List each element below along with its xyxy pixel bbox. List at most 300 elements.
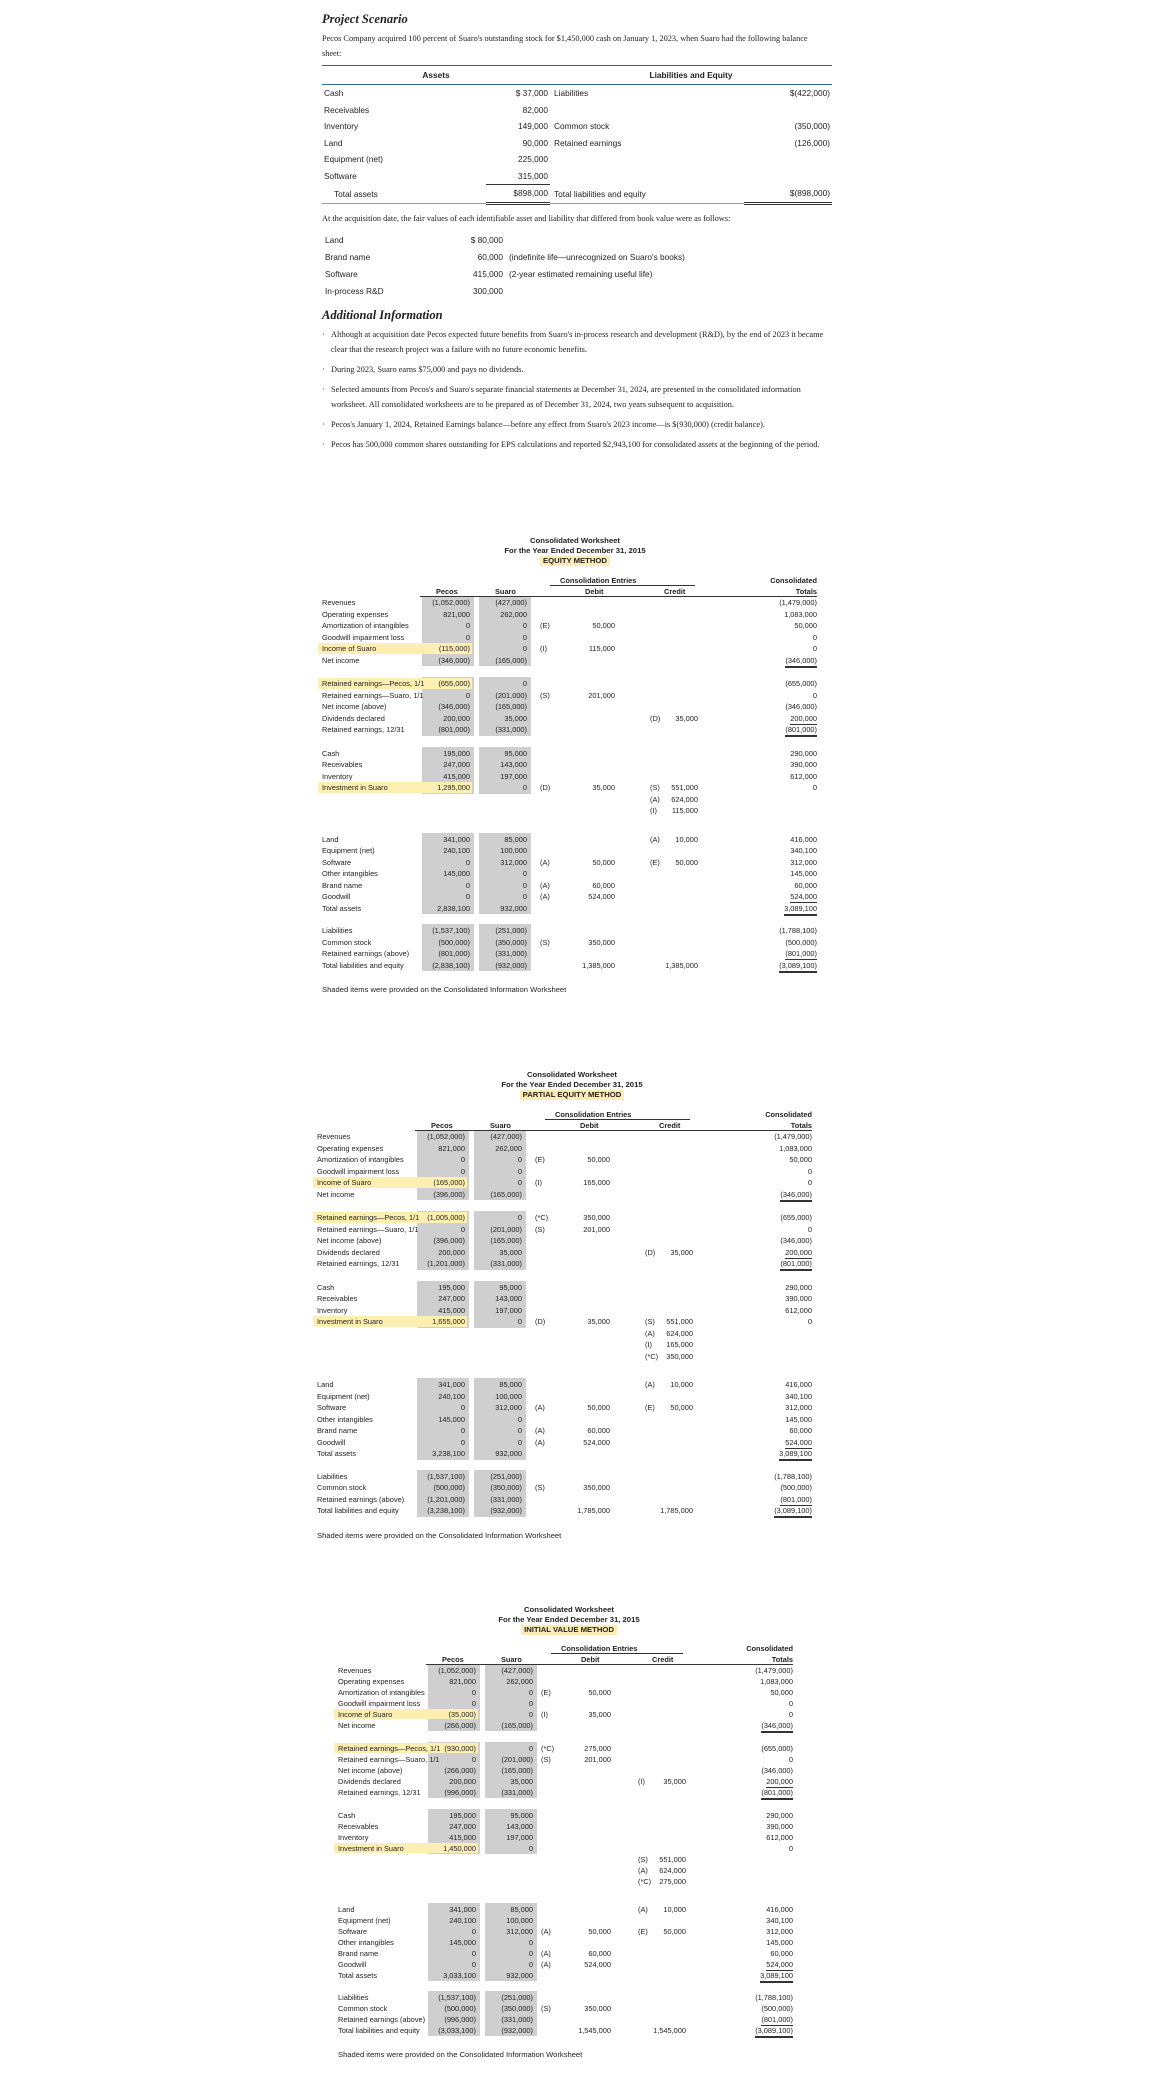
credit-value: 624,000 <box>659 1866 686 1875</box>
worksheet-row <box>312 597 838 608</box>
worksheet-row <box>307 1224 837 1235</box>
suaro-header: Suaro <box>490 1121 511 1130</box>
credit-value: 10,000 <box>670 1380 693 1389</box>
pecos-value: (2,838,100) <box>432 960 470 970</box>
credit-value: 350,000 <box>666 1351 693 1361</box>
suaro-value: 0 <box>522 880 527 890</box>
suaro-value: (165,000) <box>501 1721 533 1730</box>
row-label: Liabilities <box>338 1993 369 2002</box>
consolidated-total: (801,000) <box>761 2015 793 2024</box>
suaro-value: (165,000) <box>501 1766 533 1775</box>
credit-value: 551,000 <box>666 1317 693 1326</box>
debit-entry-key: (E) <box>540 621 550 630</box>
worksheet-row <box>328 1776 810 1787</box>
liability-label <box>550 102 744 119</box>
suaro-value: 312,000 <box>500 857 527 867</box>
consolidated-total: 60,000 <box>770 1949 793 1958</box>
suaro-value: 85,000 <box>504 834 527 844</box>
row-label: Equipment (net) <box>322 846 375 855</box>
row-label: Dividends declared <box>317 1247 380 1257</box>
liability-value <box>744 102 832 119</box>
worksheet-row <box>328 1937 810 1948</box>
pecos-value: 0 <box>471 1755 476 1764</box>
suaro-value: (331,000) <box>495 725 527 734</box>
worksheet-row <box>312 748 838 759</box>
row-label: Net income (above) <box>322 702 387 711</box>
pecos-value: 0 <box>465 632 470 642</box>
worksheet-row <box>312 834 838 845</box>
suaro-value: 95,000 <box>504 748 527 758</box>
pecos-value: (500,000) <box>438 937 470 947</box>
worksheet-method: EQUITY METHOD <box>540 556 610 566</box>
worksheet-row <box>312 713 838 724</box>
worksheet-row <box>312 937 838 948</box>
consolidated-total: 200,000 <box>785 1247 812 1257</box>
debit-entry-key: (A) <box>541 1960 551 1969</box>
worksheet-row <box>307 1437 837 1448</box>
consolidated-total: 340,100 <box>766 1916 793 1925</box>
credit-entry-key: (A) <box>650 794 660 804</box>
row-label: Liabilities <box>322 926 353 935</box>
suaro-value: 0 <box>522 869 527 878</box>
consolidated-total: 145,000 <box>790 869 817 878</box>
worksheet-row <box>328 1698 810 1709</box>
fair-value-row <box>322 266 688 283</box>
credit-entry-key: (E) <box>638 1927 648 1936</box>
row-label: Operating expenses <box>322 609 389 619</box>
worksheet-row <box>307 1189 837 1200</box>
worksheet-row <box>312 632 838 643</box>
debit-header: Debit <box>580 1121 599 1130</box>
row-label: Dividends declared <box>338 1777 401 1786</box>
debit-value: 524,000 <box>588 892 615 901</box>
fv-note <box>506 283 688 300</box>
suaro-value: (251,000) <box>490 1471 522 1481</box>
consolidated-total: (346,000) <box>761 1766 793 1775</box>
worksheet-row <box>307 1414 837 1425</box>
worksheet-row <box>307 1235 837 1246</box>
credit-entry-key: (A) <box>638 1905 648 1914</box>
pecos-value: (1,537,100) <box>427 1471 465 1481</box>
pecos-value: (801,000) <box>438 725 470 734</box>
row-label: Net income <box>338 1721 376 1730</box>
row-label: Software <box>322 857 352 867</box>
credit-header: Credit <box>659 1121 681 1130</box>
pecos-value: (115,000) <box>438 644 470 653</box>
suaro-value: 85,000 <box>499 1380 522 1389</box>
suaro-value: 197,000 <box>506 1833 533 1842</box>
credit-value: 35,000 <box>663 1777 686 1786</box>
row-label: Retained earnings, 12/31 <box>317 1259 400 1268</box>
row-label: Income of Suaro <box>338 1710 393 1719</box>
fv-value: 300,000 <box>473 286 503 296</box>
asset-label: Software <box>324 171 357 181</box>
consolidated-total: 60,000 <box>794 880 817 890</box>
suaro-value: 262,000 <box>506 1677 533 1686</box>
pecos-header: Pecos <box>442 1655 464 1664</box>
row-label: Revenues <box>317 1132 351 1141</box>
additional-info-item: · Pecos's January 1, 2024, Retained Earnings balance—before any effect from Suaro's 2023 income—is $(930,000) (credit balance). <box>322 417 826 432</box>
debit-value: 350,000 <box>583 1213 610 1222</box>
worksheet-row <box>312 620 838 631</box>
suaro-value: 0 <box>517 1213 522 1222</box>
row-label: Retained earnings (above) <box>338 2015 426 2024</box>
suaro-header: Suaro <box>501 1655 522 1664</box>
fair-value-intro: At the acquisition date, the fair values of each identifiable asset and liability that differed from book value were as follows: <box>322 213 731 223</box>
fv-label: Land <box>325 235 344 245</box>
debit-entry-key: (S) <box>540 937 550 947</box>
credit-entry-key: (*C) <box>638 1877 652 1886</box>
fv-label: Software <box>325 269 358 279</box>
pecos-value: (996,000) <box>444 1788 476 1797</box>
pecos-value: (996,000) <box>444 2015 476 2024</box>
debit-value: 35,000 <box>587 1317 610 1326</box>
balance-sheet-table <box>322 65 832 205</box>
worksheet-row <box>328 1854 810 1865</box>
consolidated-total: (346,000) <box>780 1189 812 1202</box>
row-label: Operating expenses <box>338 1677 405 1686</box>
asset-value: $ 37,000 <box>515 88 548 99</box>
worksheet-title: Consolidated Worksheet <box>530 536 620 545</box>
worksheet-row <box>328 1810 810 1821</box>
debit-value: 350,000 <box>588 937 615 947</box>
row-label: Cash <box>317 1282 335 1292</box>
suaro-value: (331,000) <box>490 1494 522 1504</box>
pecos-value: 145,000 <box>449 1938 476 1947</box>
credit-entry-key: (S) <box>645 1317 655 1326</box>
pecos-value: (396,000) <box>433 1236 465 1245</box>
debit-value: 50,000 <box>587 1155 610 1164</box>
fair-value-row <box>322 249 688 266</box>
consolidated-total: 290,000 <box>785 1282 812 1292</box>
suaro-value: (331,000) <box>495 949 527 958</box>
worksheet-row <box>328 1687 810 1698</box>
asset-value: $898,000 <box>486 185 550 204</box>
pecos-value: 0 <box>471 1688 476 1697</box>
worksheet-row <box>312 782 838 793</box>
consolidated-total: 0 <box>807 1178 812 1187</box>
shaded-items-note: Shaded items were provided on the Consolidated Information Worksheet <box>338 2050 583 2059</box>
row-label: Land <box>317 1380 334 1389</box>
row-label: Other intangibles <box>322 869 378 878</box>
suaro-value: (427,000) <box>490 1132 522 1141</box>
worksheet-row <box>328 1720 810 1731</box>
asset-value: 149,000 <box>518 121 548 132</box>
pecos-value: 195,000 <box>443 748 470 758</box>
pecos-value: (396,000) <box>433 1189 465 1199</box>
row-label: Goodwill impairment loss <box>322 632 405 642</box>
row-label: Amortization of intangibles <box>338 1688 425 1697</box>
worksheet-row <box>328 1865 810 1876</box>
worksheet-title-block <box>328 1605 810 1635</box>
worksheet-row <box>312 960 838 971</box>
liability-value: (350,000) <box>794 121 830 132</box>
suaro-value: (165,000) <box>490 1189 522 1199</box>
worksheet-row <box>328 1959 810 1970</box>
suaro-value: 100,000 <box>506 1916 533 1925</box>
suaro-value: 35,000 <box>504 713 527 723</box>
consolidated-total: 1,083,000 <box>760 1677 793 1686</box>
debit-value: 60,000 <box>587 1426 610 1435</box>
fv-value: 415,000 <box>473 269 503 279</box>
worksheet-row <box>312 903 838 914</box>
row-label: Total liabilities and equity <box>317 1506 399 1515</box>
suaro-value: (331,000) <box>501 1788 533 1797</box>
pecos-value: 0 <box>465 857 470 867</box>
asset-label: Receivables <box>324 104 370 115</box>
pecos-value: 0 <box>471 1699 476 1708</box>
shaded-items-note: Shaded items were provided on the Consolidated Information Worksheet <box>317 1530 562 1540</box>
debit-entry-key: (A) <box>535 1403 545 1412</box>
consolidated-total: (1,479,000) <box>755 1666 793 1675</box>
debit-entry-key: (D) <box>540 783 551 792</box>
suaro-value: (251,000) <box>495 926 527 935</box>
asset-label: Equipment (net) <box>324 154 384 165</box>
worksheet-title-block <box>307 1070 837 1100</box>
consolidated-total: (346,000) <box>785 655 817 668</box>
pecos-value: 0 <box>471 1960 476 1969</box>
suaro-value: 0 <box>528 1938 533 1947</box>
balance-sheet-row <box>322 168 832 185</box>
consolidated-total: 1,083,000 <box>784 609 817 619</box>
row-label: Land <box>322 834 339 844</box>
worksheet-row <box>307 1166 837 1177</box>
worksheet-row <box>312 678 838 689</box>
pecos-value: (655,000) <box>438 679 470 688</box>
worksheet-row <box>328 1676 810 1687</box>
consolidated-total: 340,100 <box>790 846 817 855</box>
worksheet-row <box>307 1494 837 1505</box>
credit-value: 50,000 <box>670 1403 693 1412</box>
consolidated-total: 145,000 <box>766 1938 793 1947</box>
liability-value: (126,000) <box>794 137 830 148</box>
debit-value: 350,000 <box>583 1483 610 1492</box>
debit-value: 60,000 <box>592 880 615 890</box>
consolidated-total: (655,000) <box>780 1213 812 1222</box>
pecos-value: 0 <box>471 1949 476 1958</box>
credit-value: 551,000 <box>659 1855 686 1864</box>
consolidated-total: (3,089,100) <box>755 2025 793 2038</box>
suaro-value: 0 <box>528 1844 533 1853</box>
worksheet-row <box>307 1305 837 1316</box>
balance-sheet-row <box>322 118 832 135</box>
consolidated-total: 612,000 <box>766 1833 793 1842</box>
entries-header: Consolidation Entries <box>561 1644 638 1653</box>
row-label: Inventory <box>322 771 353 781</box>
debit-entry-key: (I) <box>540 644 547 653</box>
worksheet-row <box>328 1754 810 1765</box>
pecos-value: 145,000 <box>443 869 470 878</box>
debit-value: 50,000 <box>587 1403 610 1412</box>
debit-header: Debit <box>581 1655 600 1664</box>
pecos-value: (1,052,000) <box>432 598 470 607</box>
worksheet-row <box>328 1787 810 1798</box>
pecos-value: (1,201,000) <box>427 1494 465 1504</box>
liability-label: Total liabilities and equity <box>554 188 646 199</box>
consolidated-total: (801,000) <box>780 1258 812 1271</box>
suaro-value: 0 <box>522 644 527 653</box>
worksheet-row <box>328 2014 810 2025</box>
worksheet-row <box>312 948 838 959</box>
worksheet-row <box>312 724 838 735</box>
row-label: Net income (above) <box>338 1766 403 1775</box>
suaro-value: (331,000) <box>501 2015 533 2024</box>
row-label: Common stock <box>317 1483 367 1492</box>
row-label: Receivables <box>338 1822 379 1831</box>
asset-label: Land <box>324 137 343 148</box>
asset-value: 90,000 <box>522 137 548 148</box>
row-label: Goodwill impairment loss <box>317 1166 400 1176</box>
totals-header: Totals <box>795 587 817 596</box>
pecos-value: 240,100 <box>443 846 470 855</box>
worksheet-method: INITIAL VALUE METHOD <box>521 1625 617 1635</box>
consolidated-total: 3,089,100 <box>760 1970 793 1983</box>
row-label: Cash <box>338 1811 356 1820</box>
worksheet-row <box>328 2003 810 2014</box>
debit-value: 1,385,000 <box>582 960 615 970</box>
credit-value: 275,000 <box>659 1877 686 1886</box>
suaro-value: 312,000 <box>495 1403 522 1412</box>
consolidated-total: 390,000 <box>785 1294 812 1303</box>
consolidated-total: 0 <box>807 1317 812 1326</box>
consolidated-total: (500,000) <box>780 1483 812 1492</box>
consolidated-header: Consolidated <box>765 1110 812 1119</box>
consolidated-total: 312,000 <box>766 1927 793 1936</box>
debit-value: 201,000 <box>588 690 615 700</box>
pecos-value: (266,000) <box>444 1766 476 1775</box>
pecos-value: 0 <box>465 690 470 700</box>
worksheet-row <box>312 857 838 868</box>
consolidated-total: (801,000) <box>785 949 817 958</box>
debit-entry-key: (S) <box>540 690 550 700</box>
row-label: Total assets <box>317 1449 357 1458</box>
pecos-value: (346,000) <box>438 702 470 711</box>
worksheet-row <box>312 891 838 902</box>
consolidated-total: (1,788,100) <box>774 1471 812 1481</box>
row-label: Brand name <box>317 1426 358 1435</box>
suaro-value: 932,000 <box>500 903 527 913</box>
worksheet-title: Consolidated Worksheet <box>524 1605 614 1614</box>
row-label: Investment in Suaro <box>322 783 388 792</box>
liability-value: $(898,000) <box>744 185 832 204</box>
consolidated-total: 0 <box>788 1699 793 1708</box>
suaro-value: 95,000 <box>499 1282 522 1292</box>
pecos-value: 247,000 <box>438 1294 465 1303</box>
worksheet-row <box>307 1379 837 1390</box>
worksheet-row <box>328 1970 810 1981</box>
debit-value: 60,000 <box>588 1949 611 1958</box>
pecos-header: Pecos <box>431 1121 453 1130</box>
worksheet-row <box>307 1154 837 1165</box>
worksheet-method-wrap <box>307 1090 837 1100</box>
worksheet-row <box>307 1391 837 1402</box>
suaro-value: 262,000 <box>495 1143 522 1153</box>
credit-entry-key: (E) <box>645 1403 655 1412</box>
suaro-value: 143,000 <box>495 1294 522 1303</box>
row-label: Inventory <box>317 1305 348 1315</box>
worksheet-row <box>307 1258 837 1269</box>
pecos-value: (1,537,100) <box>438 1993 476 2002</box>
consolidated-total: 312,000 <box>785 1403 812 1412</box>
consolidated-total: (1,479,000) <box>779 598 817 607</box>
pecos-value: 415,000 <box>438 1305 465 1315</box>
consolidated-total: 0 <box>788 1710 793 1719</box>
liability-label: Liabilities <box>554 88 589 99</box>
debit-value: 50,000 <box>588 1688 611 1697</box>
worksheet-row <box>307 1143 837 1154</box>
worksheet-method-wrap <box>328 1625 810 1635</box>
row-label: Retained earnings—Suaro, 1/1 <box>317 1224 419 1234</box>
suaro-value: (165,000) <box>495 655 527 665</box>
shaded-items-note: Shaded items were provided on the Consolidated Information Worksheet <box>322 985 567 994</box>
worksheet-row <box>307 1131 837 1142</box>
worksheet-row <box>307 1177 837 1188</box>
debit-value: 1,785,000 <box>577 1506 610 1515</box>
consolidated-total: 0 <box>807 1166 812 1176</box>
row-label: Investment in Suaro <box>317 1317 383 1326</box>
pecos-value: 415,000 <box>443 771 470 781</box>
row-label: Retained earnings—Pecos, 1/1 <box>322 679 425 688</box>
row-label: Retained earnings—Pecos, 1/1 <box>317 1213 420 1222</box>
worksheet-row <box>328 1843 810 1854</box>
row-label: Brand name <box>322 880 363 890</box>
pecos-value: 247,000 <box>443 760 470 769</box>
row-label: Total liabilities and equity <box>338 2026 420 2035</box>
pecos-value: 0 <box>465 621 470 630</box>
worksheet-row <box>307 1448 837 1459</box>
worksheet-row <box>312 771 838 782</box>
debit-entry-key: (S) <box>535 1483 545 1492</box>
consolidated-total: 340,100 <box>785 1391 812 1401</box>
row-label: Software <box>317 1403 347 1412</box>
credit-entry-key: (I) <box>638 1777 645 1786</box>
credit-value: 115,000 <box>671 806 698 815</box>
consolidated-total: (346,000) <box>785 702 817 711</box>
debit-value: 201,000 <box>583 1224 610 1234</box>
pecos-value: 0 <box>460 1426 465 1435</box>
consolidated-total: 612,000 <box>790 771 817 781</box>
credit-entry-key: (A) <box>638 1866 648 1875</box>
pecos-value: 821,000 <box>443 609 470 619</box>
consolidated-header: Consolidated <box>746 1644 793 1653</box>
pecos-value: 200,000 <box>443 713 470 723</box>
consolidated-total: (655,000) <box>761 1744 793 1753</box>
asset-value: 315,000 <box>486 168 550 185</box>
row-label: Receivables <box>322 760 363 769</box>
suaro-value: (201,000) <box>501 1755 533 1764</box>
worksheet-row <box>312 805 838 816</box>
pecos-value: 821,000 <box>438 1143 465 1153</box>
worksheet-title-block <box>312 536 838 566</box>
row-label: Other intangibles <box>338 1938 394 1947</box>
row-label: Inventory <box>338 1833 369 1842</box>
totals-header: Totals <box>790 1121 812 1130</box>
additional-info-item: · Although at acquisition date Pecos expected future benefits from Suaro's in-process research and development (R&D), by the end of 2023 it became clear that the research project was a failure with no future economic benefits. <box>322 327 826 357</box>
consolidated-total: (801,000) <box>785 724 817 737</box>
asset-value: 225,000 <box>518 154 548 165</box>
suaro-value: (251,000) <box>501 1993 533 2002</box>
suaro-value: 0 <box>522 783 527 792</box>
debit-value: 50,000 <box>592 621 615 630</box>
balance-sheet-row <box>322 102 832 119</box>
row-label: Retained earnings, 12/31 <box>338 1788 421 1797</box>
suaro-header: Suaro <box>495 587 516 596</box>
row-label: Software <box>338 1927 368 1936</box>
consolidated-total: 416,000 <box>790 834 817 844</box>
row-label: Revenues <box>322 598 356 607</box>
credit-value: 35,000 <box>670 1247 693 1257</box>
consolidated-total: (500,000) <box>785 937 817 947</box>
